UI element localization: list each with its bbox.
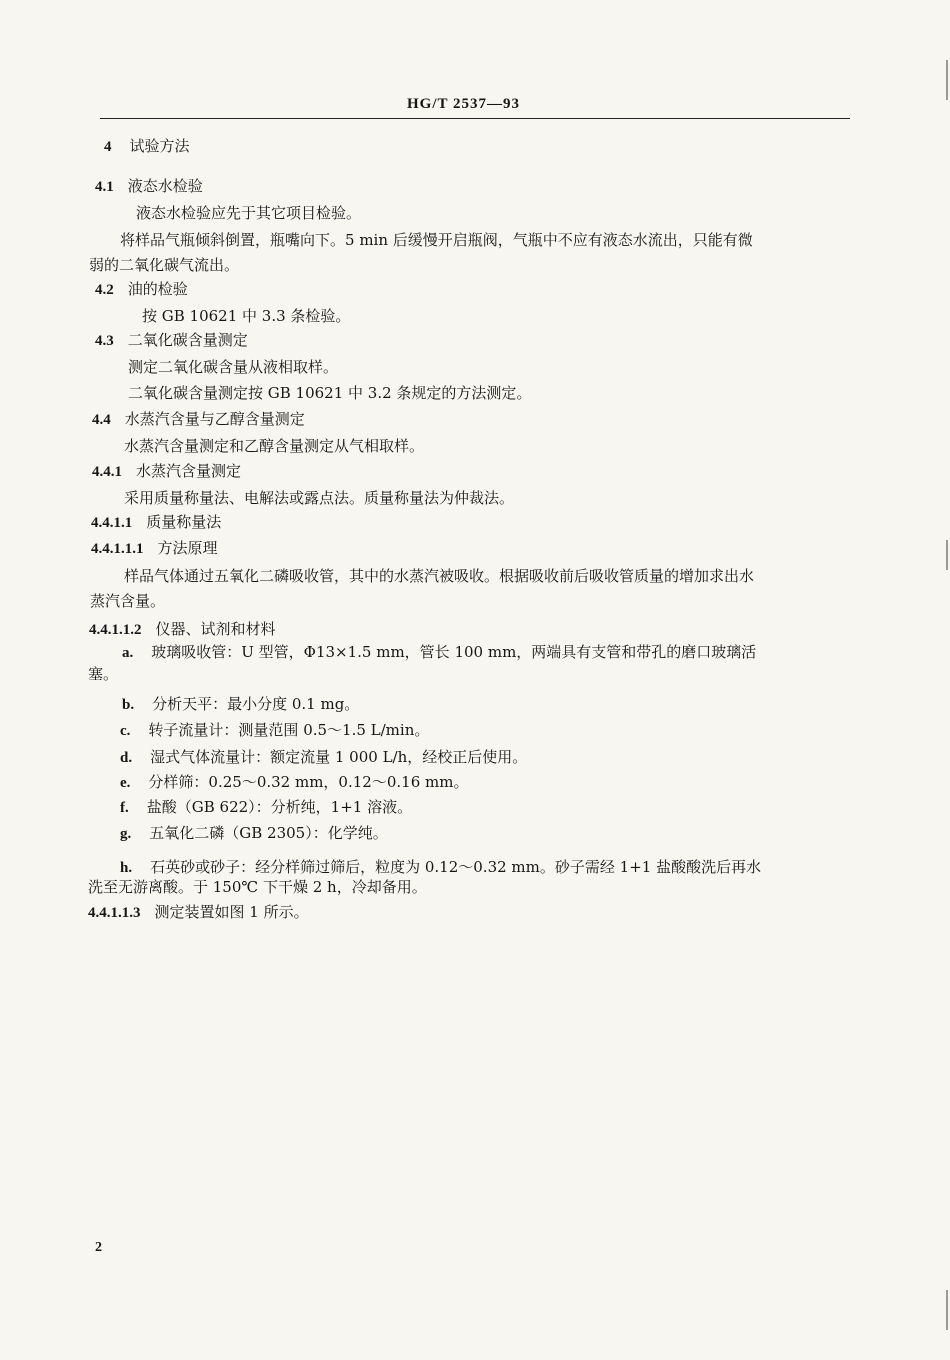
section-title: 方法原理 [157, 539, 218, 557]
text-line [124, 436, 424, 456]
section-number: f. [120, 800, 129, 816]
paragraph-text: 按 GB 10621 中 3.3 条检验。 [142, 307, 351, 325]
section-number: d. [120, 750, 133, 766]
paragraph-text: 洗至无游离酸。于 150℃ 下干燥 2 h，冷却备用。 [88, 878, 427, 896]
section-title: 质量称量法 [146, 513, 222, 531]
section-line [104, 136, 190, 157]
section-number: 4.3 [95, 333, 114, 349]
section-line [122, 694, 359, 715]
section-line [95, 176, 203, 197]
section-line [120, 772, 468, 793]
section-title: 玻璃吸收管：U 型管，Φ13×1.5 mm，管长 100 mm，两端具有支管和带孔的磨口玻璃活 [151, 643, 757, 661]
paragraph-text: 水蒸汽含量测定和乙醇含量测定从气相取样。 [124, 437, 425, 455]
paragraph-text: 二氧化碳含量测定按 GB 10621 中 3.2 条规定的方法测定。 [128, 384, 532, 402]
text-line [136, 203, 361, 223]
section-title: 五氧化二磷（GB 2305）：化学纯。 [149, 824, 388, 842]
section-title: 油的检验 [127, 280, 188, 298]
section-line [122, 642, 756, 663]
paragraph-text: 样品气体通过五氧化二磷吸收管，其中的水蒸汽被吸收。根据吸收前后吸收管质量的增加求出水 [124, 567, 755, 585]
section-line [88, 902, 309, 923]
section-number: h. [120, 860, 133, 876]
section-line [120, 747, 527, 768]
text-line [124, 488, 514, 508]
section-number: 4.1 [95, 179, 114, 195]
section-title: 分样筛：0.25～0.32 mm，0.12～0.16 mm。 [148, 773, 469, 791]
section-title: 测定装置如图 1 所示。 [154, 903, 309, 921]
section-title: 转子流量计：测量范围 0.5～1.5 L/min。 [148, 721, 430, 739]
text-line [90, 591, 165, 611]
standard-code: HG/T 2537—93 [407, 96, 520, 112]
section-line [95, 330, 248, 351]
text-line [128, 383, 531, 403]
section-line [89, 619, 276, 640]
header-rule [100, 118, 850, 119]
text-line [128, 357, 338, 377]
section-title: 液态水检验 [127, 177, 203, 195]
section-line [95, 279, 188, 300]
paragraph-text: 蒸汽含量。 [90, 592, 166, 610]
section-title: 湿式气体流量计：额定流量 1 000 L/h，经校正后使用。 [150, 748, 528, 766]
section-line [91, 512, 221, 533]
scan-edge-mark [946, 1290, 948, 1330]
section-line [120, 857, 761, 878]
section-number: b. [122, 697, 135, 713]
paragraph-text: 液态水检验应先于其它项目检验。 [136, 204, 362, 222]
section-number: 4.4.1.1.2 [89, 622, 142, 638]
section-line [92, 461, 241, 482]
paragraph-text: 测定二氧化碳含量从液相取样。 [128, 358, 339, 376]
section-title: 盐酸（GB 622）：分析纯，1+1 溶液。 [146, 798, 413, 816]
text-line [88, 664, 118, 684]
text-line [120, 230, 753, 250]
text-line [124, 566, 754, 586]
section-line [91, 538, 218, 559]
section-title: 石英砂或砂子：经分样筛过筛后，粒度为 0.12～0.32 mm。砂子需经 1+1 盐酸酸洗后再水 [150, 858, 762, 876]
section-line [120, 797, 412, 818]
section-title: 二氧化碳含量测定 [127, 331, 248, 349]
section-number: e. [120, 775, 131, 791]
section-number: 4 [104, 139, 112, 155]
section-number: 4.4.1 [92, 464, 122, 480]
section-line [92, 409, 305, 430]
section-number: 4.4.1.1 [91, 515, 133, 531]
section-title: 仪器、试剂和材料 [155, 620, 276, 638]
paragraph-text: 弱的二氧化碳气流出。 [89, 256, 240, 274]
section-line [120, 720, 429, 741]
section-number: g. [120, 826, 132, 842]
paragraph-text: 将样品气瓶倾斜倒置，瓶嘴向下。5 min 后缓慢开启瓶阀，气瓶中不应有液态水流出，只能有微 [120, 231, 753, 249]
text-line [89, 255, 239, 275]
text-line [88, 877, 427, 897]
section-number: 4.2 [95, 282, 114, 298]
section-title: 分析天平：最小分度 0.1 mg。 [152, 695, 360, 713]
section-number: a. [122, 645, 134, 661]
scan-edge-mark [946, 540, 948, 570]
section-line [120, 823, 388, 844]
section-number: 4.4.1.1.1 [91, 541, 144, 557]
text-line [142, 306, 350, 326]
section-title: 水蒸汽含量与乙醇含量测定 [124, 410, 305, 428]
paragraph-text: 塞。 [88, 665, 119, 683]
scan-edge-mark [946, 60, 948, 100]
section-title: 试验方法 [129, 137, 190, 155]
page-number: 2 [95, 1240, 102, 1255]
section-number: 4.4 [92, 412, 111, 428]
section-number: 4.4.1.1.3 [88, 905, 141, 921]
section-title: 水蒸汽含量测定 [136, 462, 242, 480]
paragraph-text: 采用质量称量法、电解法或露点法。质量称量法为仲裁法。 [124, 489, 515, 507]
section-number: c. [120, 723, 131, 739]
